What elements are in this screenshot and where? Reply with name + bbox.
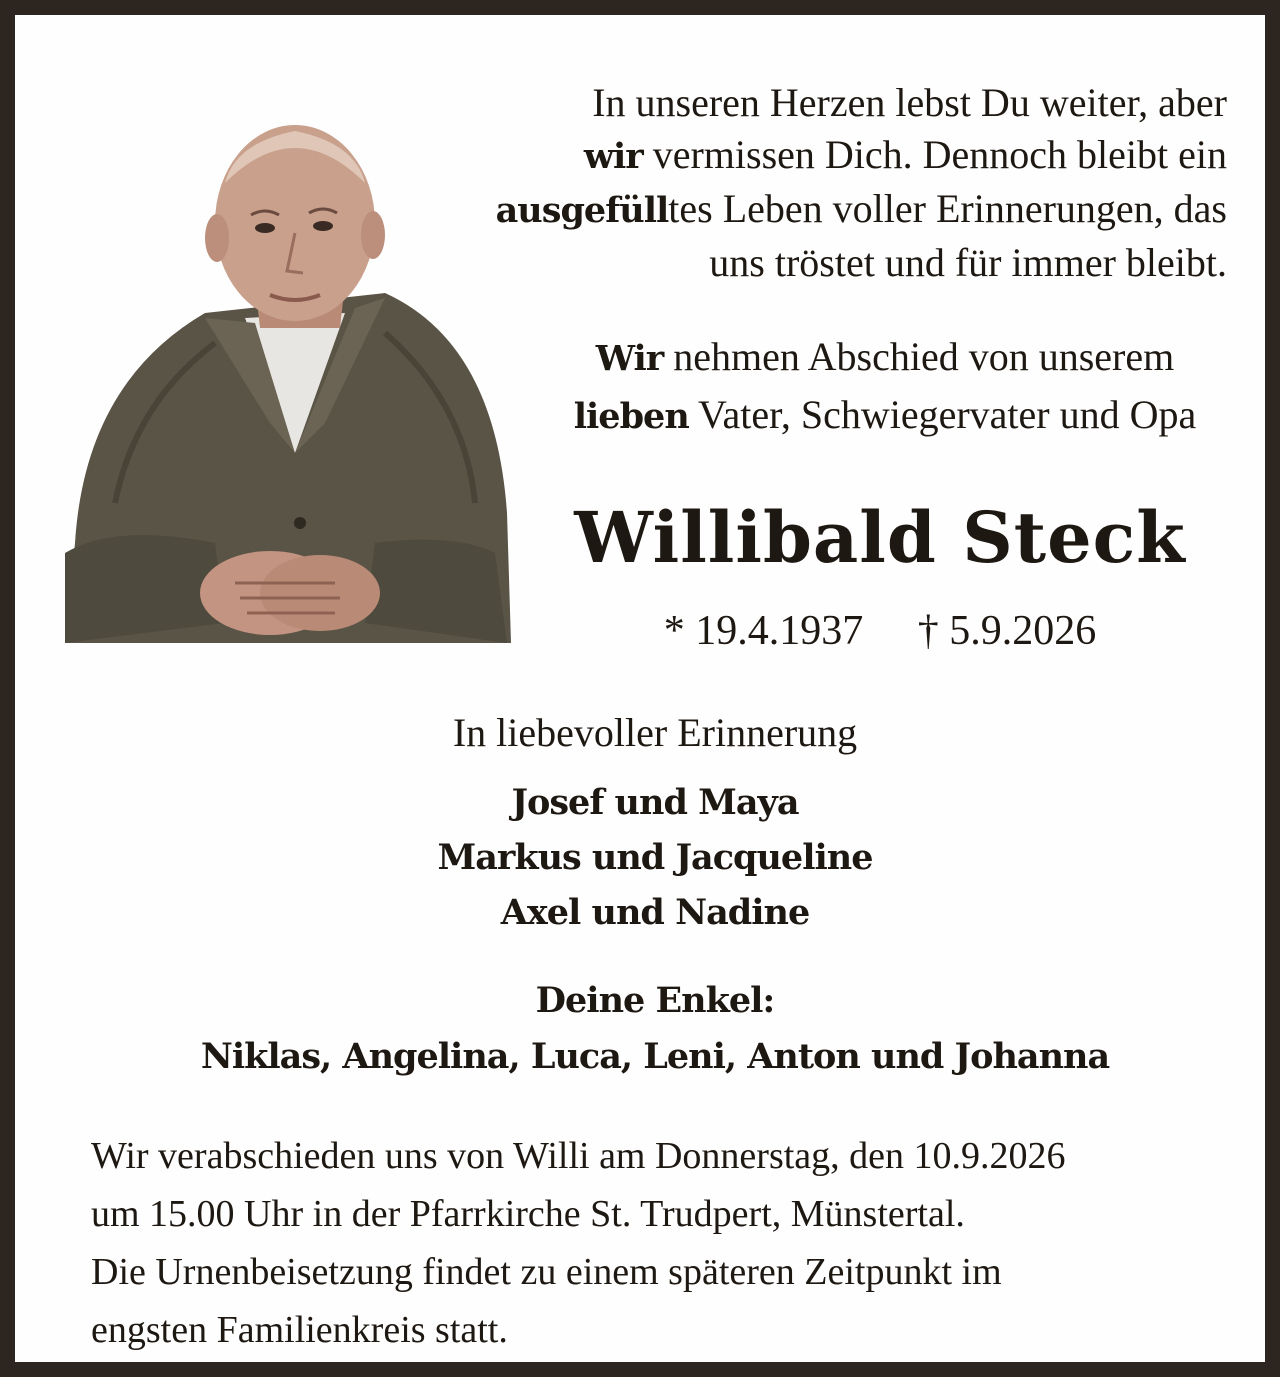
poem-line-2 [467, 129, 1227, 183]
intro-line-2 [515, 387, 1255, 445]
memorial-poem [467, 77, 1227, 289]
birth-date: * 19.4.1937 [663, 608, 864, 654]
family-member: Markus und Jacqueline [437, 837, 873, 878]
notice-line: um 15.00 Uhr in der Pfarrkirche St. Trudpert, Münstertal. [91, 1193, 965, 1235]
grandchildren-title: Deine Enkel: [535, 980, 775, 1021]
intro-line-2-rest: Vater, Schwiegervater und Opa [688, 392, 1197, 437]
grandchildren-names: Niklas, Angelina, Luca, Leni, Anton und Johanna [200, 1036, 1110, 1077]
poem-line-3-rest: tes Leben voller Erinnerungen, das [668, 186, 1227, 231]
family-list [15, 775, 1280, 940]
death-date: † 5.9.2026 [917, 608, 1097, 654]
intro-line-1 [515, 329, 1255, 387]
memory-line: In liebevoller Erinnerung [452, 710, 858, 755]
poem-line-2-emphasis: wir [583, 136, 643, 177]
poem-line-3 [467, 183, 1227, 237]
family-member: Axel und Nadine [500, 892, 810, 933]
deceased-name: Willibald Steck [574, 496, 1186, 579]
poem-line-3-emphasis: ausgefüll [495, 190, 669, 231]
portrait-photo [55, 123, 517, 663]
family-member: Josef und Maya [511, 782, 799, 823]
intro-line-1-rest: nehmen Abschied von unserem [663, 334, 1175, 379]
intro-line-2-emphasis: lieben [573, 396, 689, 437]
farewell-intro [515, 329, 1255, 445]
funeral-notice [91, 1127, 1251, 1359]
intro-line-1-emphasis: Wir [595, 338, 664, 379]
notice-line: Wir verabschieden uns von Willi am Donnerstag, den 10.9.2026 [91, 1135, 1066, 1177]
notice-line: Die Urnenbeisetzung findet zu einem späteren Zeitpunkt im [91, 1251, 1002, 1293]
poem-line-1: In unseren Herzen lebst Du weiter, aber [592, 80, 1227, 125]
poem-line-2-rest: vermissen Dich. Dennoch bleibt ein [642, 132, 1227, 177]
life-dates [555, 603, 1205, 659]
poem-line-4: uns tröstet und für immer bleibt. [709, 240, 1227, 285]
notice-line: engsten Familienkreis statt. [91, 1309, 508, 1351]
